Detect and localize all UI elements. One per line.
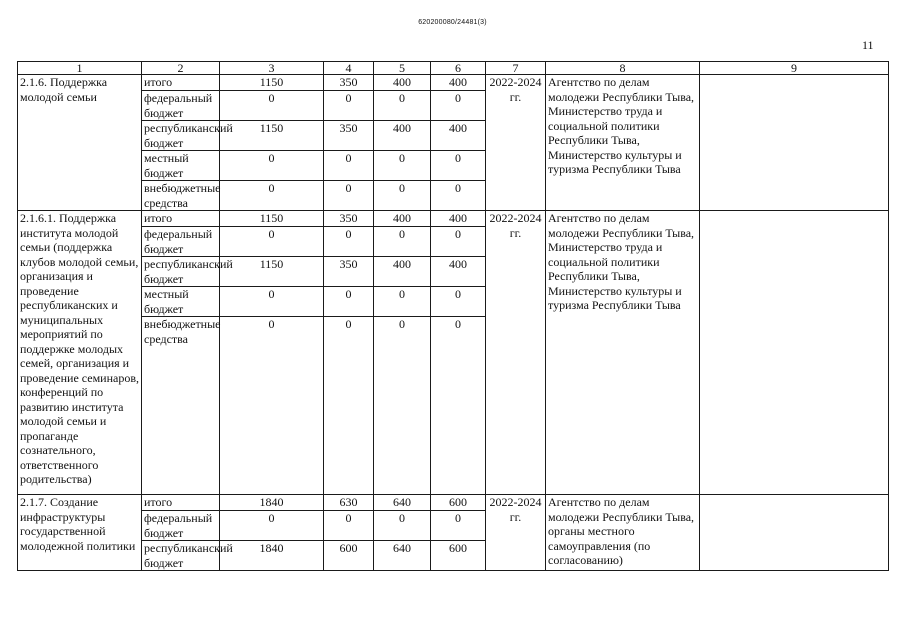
executor-cell: Агентство по делам молодежи Республики Тыва, Министерство труда и социальной политики Республики Тыва, Министерство культуры и туризма Республики Тыва — [546, 211, 700, 495]
note-cell — [700, 75, 889, 211]
funding-source: республиканский бюджет — [142, 541, 220, 571]
value-cell: 0 — [220, 287, 324, 317]
value-cell: 0 — [324, 227, 374, 257]
value-cell: 0 — [374, 317, 431, 495]
value-cell: 0 — [220, 181, 324, 211]
period-cell: 2022-2024 гг. — [486, 495, 546, 571]
funding-source: федеральный бюджет — [142, 91, 220, 121]
value-cell: 0 — [374, 181, 431, 211]
value-cell: 0 — [324, 181, 374, 211]
value-cell: 0 — [431, 317, 486, 495]
value-cell: 1150 — [220, 211, 324, 227]
value-cell: 350 — [324, 211, 374, 227]
table-row — [18, 75, 889, 91]
column-header: 9 — [700, 62, 889, 75]
value-cell: 0 — [374, 511, 431, 541]
value-cell: 600 — [324, 541, 374, 571]
measure-name: 2.1.7. Создание инфраструктуры государственной молодежной политики — [18, 495, 142, 571]
document-id: 620200080/24481(3) — [418, 19, 487, 26]
funding-source: внебюджетные средства — [142, 317, 220, 495]
note-cell — [700, 495, 889, 571]
value-cell: 0 — [431, 511, 486, 541]
value-cell: 1150 — [220, 121, 324, 151]
funding-source: внебюджетные средства — [142, 181, 220, 211]
value-cell: 0 — [324, 317, 374, 495]
value-cell: 0 — [324, 511, 374, 541]
value-cell: 640 — [374, 541, 431, 571]
column-header: 4 — [324, 62, 374, 75]
funding-source: федеральный бюджет — [142, 227, 220, 257]
funding-source: местный бюджет — [142, 287, 220, 317]
value-cell: 0 — [431, 287, 486, 317]
period-cell: 2022-2024 гг. — [486, 75, 546, 211]
column-header: 5 — [374, 62, 431, 75]
funding-source: итого — [142, 211, 220, 227]
value-cell: 400 — [374, 211, 431, 227]
column-header: 2 — [142, 62, 220, 75]
column-header: 1 — [18, 62, 142, 75]
executor-cell: Агентство по делам молодежи Республики Тыва, Министерство труда и социальной политики Республики Тыва, Министерство культуры и туризма Республики Тыва — [546, 75, 700, 211]
table-row — [18, 495, 889, 511]
funding-source: федеральный бюджет — [142, 511, 220, 541]
value-cell: 0 — [374, 227, 431, 257]
value-cell: 0 — [374, 287, 431, 317]
value-cell: 400 — [431, 121, 486, 151]
value-cell: 400 — [431, 257, 486, 287]
value-cell: 0 — [431, 151, 486, 181]
value-cell: 0 — [431, 181, 486, 211]
value-cell: 0 — [324, 151, 374, 181]
value-cell: 600 — [431, 541, 486, 571]
value-cell: 0 — [431, 91, 486, 121]
value-cell: 640 — [374, 495, 431, 511]
value-cell: 1150 — [220, 257, 324, 287]
value-cell: 0 — [324, 91, 374, 121]
measure-name: 2.1.6. Поддержка молодой семьи — [18, 75, 142, 211]
value-cell: 400 — [374, 257, 431, 287]
value-cell: 0 — [220, 227, 324, 257]
table-row — [18, 211, 889, 227]
value-cell: 0 — [220, 511, 324, 541]
value-cell: 0 — [220, 317, 324, 495]
value-cell: 0 — [374, 151, 431, 181]
value-cell: 0 — [220, 151, 324, 181]
value-cell: 600 — [431, 495, 486, 511]
funding-source: республиканский бюджет — [142, 121, 220, 151]
value-cell: 1840 — [220, 541, 324, 571]
column-header-row — [18, 62, 889, 75]
value-cell: 350 — [324, 75, 374, 91]
value-cell: 400 — [374, 121, 431, 151]
funding-source: итого — [142, 75, 220, 91]
value-cell: 0 — [374, 91, 431, 121]
value-cell: 350 — [324, 121, 374, 151]
column-header: 7 — [486, 62, 546, 75]
funding-source: итого — [142, 495, 220, 511]
value-cell: 0 — [324, 287, 374, 317]
value-cell: 400 — [431, 75, 486, 91]
note-cell — [700, 211, 889, 495]
value-cell: 0 — [220, 91, 324, 121]
page-number: 11 — [862, 38, 874, 52]
value-cell: 1840 — [220, 495, 324, 511]
funding-source: местный бюджет — [142, 151, 220, 181]
column-header: 8 — [546, 62, 700, 75]
value-cell: 0 — [431, 227, 486, 257]
value-cell: 630 — [324, 495, 374, 511]
column-header: 6 — [431, 62, 486, 75]
value-cell: 400 — [431, 211, 486, 227]
value-cell: 400 — [374, 75, 431, 91]
column-header: 3 — [220, 62, 324, 75]
executor-cell: Агентство по делам молодежи Республики Тыва, органы местного самоуправления (по согласованию) — [546, 495, 700, 571]
measure-name: 2.1.6.1. Поддержка института молодой семьи (поддержка клубов молодой семьи, организация и проведение республиканских и муниципальных мероприятий по поддержке молодых семей, организация и проведение семинаров, конференций по развитию института молодой семьи и пропаганде сознательного, ответственного родительства) — [18, 211, 142, 495]
period-cell: 2022-2024 гг. — [486, 211, 546, 495]
funding-source: республиканский бюджет — [142, 257, 220, 287]
budget-table — [17, 61, 889, 571]
value-cell: 350 — [324, 257, 374, 287]
value-cell: 1150 — [220, 75, 324, 91]
